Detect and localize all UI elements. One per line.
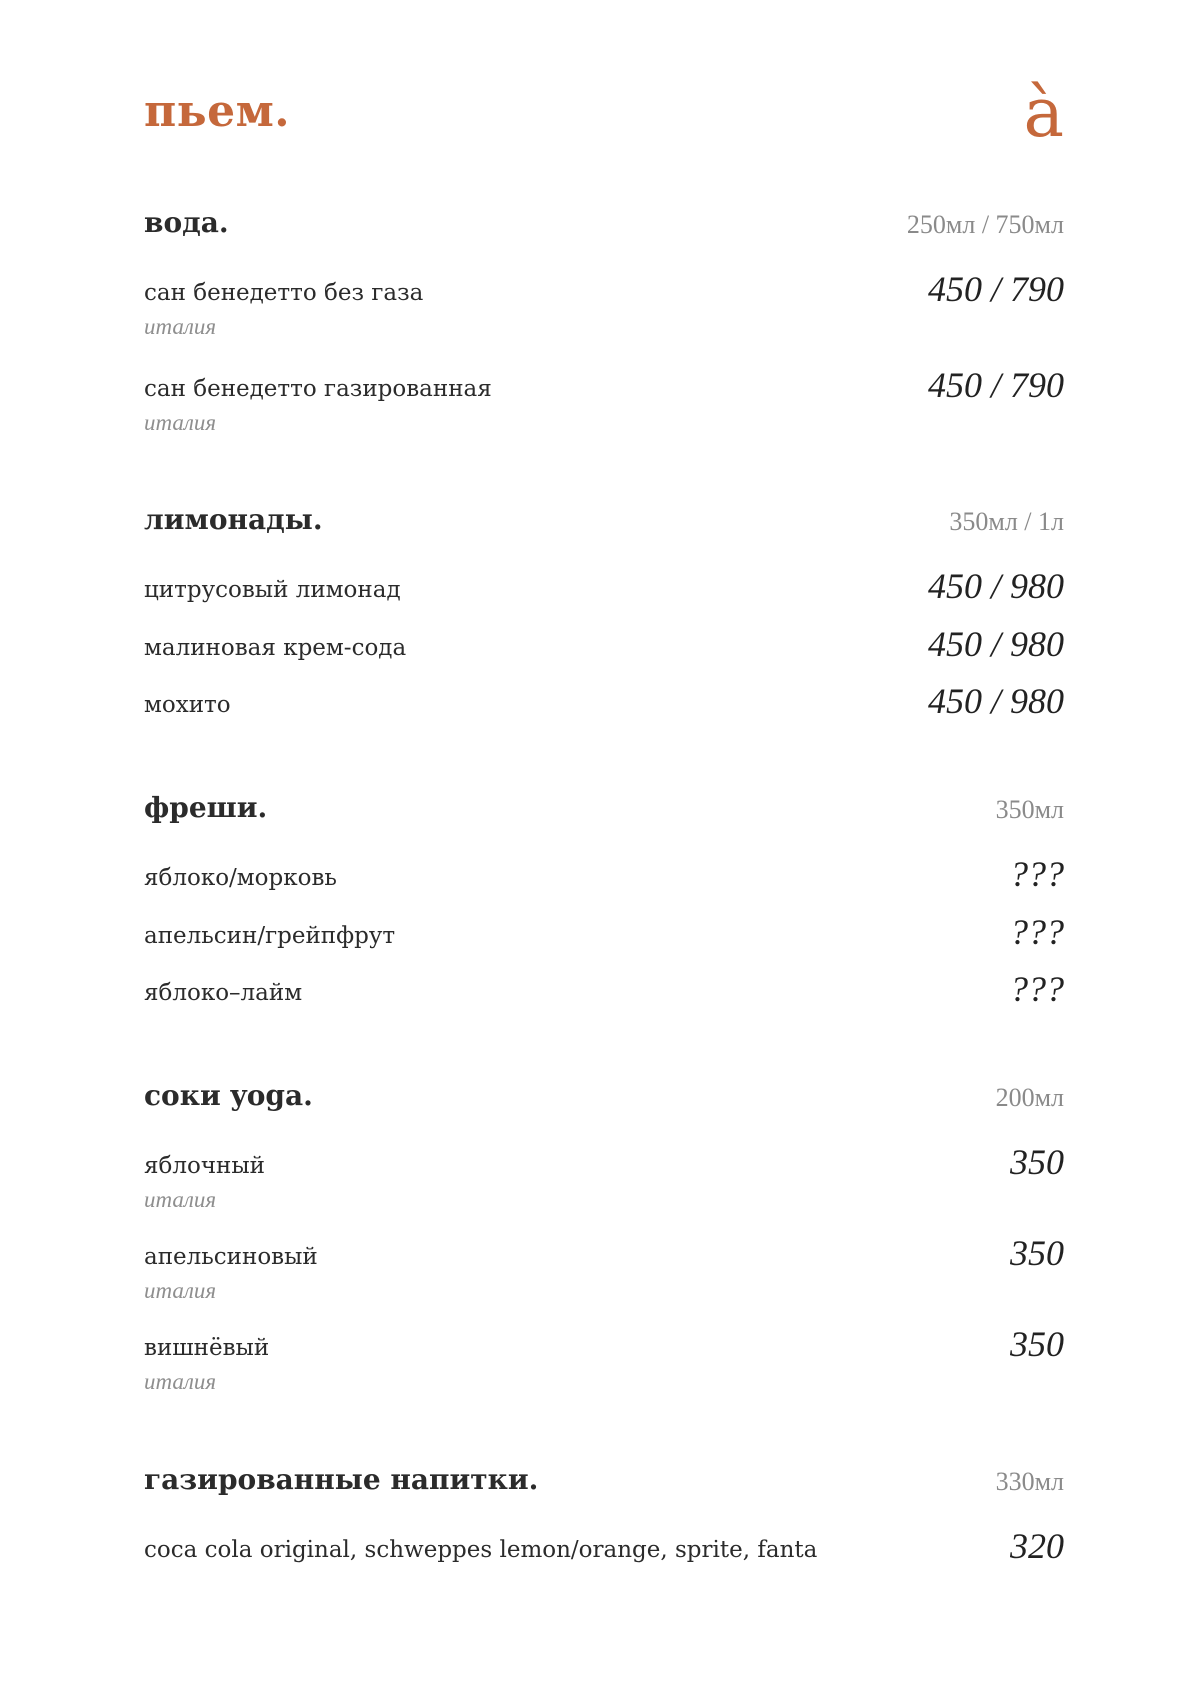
section-header xyxy=(144,206,1064,246)
section-header xyxy=(144,503,1064,543)
item-price: 450 / 980 xyxy=(927,624,1064,664)
item-price: 350 xyxy=(1010,1324,1064,1364)
section-volume: 330мл xyxy=(995,1467,1064,1496)
section-water xyxy=(144,206,1064,435)
item-price: ??? xyxy=(1010,969,1064,1009)
menu-header xyxy=(144,74,1064,170)
item-origin: италия xyxy=(144,1278,217,1303)
section-title: вода. xyxy=(144,206,229,239)
item-origin: италия xyxy=(144,1187,217,1212)
section-volume: 250мл / 750мл xyxy=(906,210,1064,239)
item-name: вишнёвый xyxy=(144,1335,270,1361)
item-name: яблоко/морковь xyxy=(144,865,337,891)
item-price: 350 xyxy=(1010,1233,1064,1273)
item-price: 350 xyxy=(1010,1142,1064,1182)
brand-logo: à xyxy=(1023,74,1064,153)
item-price: 450 / 980 xyxy=(927,566,1064,606)
item-price: 320 xyxy=(1010,1526,1064,1566)
section-title: газированные напитки. xyxy=(144,1463,539,1496)
item-name: coca cola original, schweppes lemon/orange, sprite, fanta xyxy=(144,1537,818,1563)
item-name: цитрусовый лимонад xyxy=(144,577,401,603)
item-price: 450 / 790 xyxy=(927,269,1064,309)
item-name: апельсиновый xyxy=(144,1244,318,1270)
section-lemonades xyxy=(144,503,1064,721)
item-name: яблочный xyxy=(144,1153,265,1179)
item-name: яблоко–лайм xyxy=(144,980,303,1006)
item-price: 450 / 790 xyxy=(927,365,1064,405)
item-name: малиновая крем-сода xyxy=(144,635,407,661)
item-name: сан бенедетто газированная xyxy=(144,376,492,402)
section-fresh xyxy=(144,791,1064,1009)
section-header xyxy=(144,1079,1064,1119)
section-header xyxy=(144,1463,1064,1503)
section-sodas xyxy=(144,1463,1064,1566)
section-volume: 350мл / 1л xyxy=(949,507,1064,536)
section-volume: 200мл xyxy=(995,1083,1064,1112)
item-name: апельсин/грейпфрут xyxy=(144,923,396,949)
section-yoga-juices xyxy=(144,1079,1064,1394)
item-price: ??? xyxy=(1010,912,1064,952)
section-title: соки yoga. xyxy=(144,1079,313,1112)
section-header xyxy=(144,791,1064,831)
item-price: ??? xyxy=(1010,854,1064,894)
page-title: пьем. xyxy=(144,86,291,137)
item-origin: италия xyxy=(144,1369,217,1394)
section-title: фреши. xyxy=(144,791,268,824)
item-name: сан бенедетто без газа xyxy=(144,280,424,306)
item-origin: италия xyxy=(144,410,217,435)
section-volume: 350мл xyxy=(995,795,1064,824)
item-price: 450 / 980 xyxy=(927,681,1064,721)
menu-page xyxy=(144,0,1064,1696)
item-origin: италия xyxy=(144,314,217,339)
item-name: мохито xyxy=(144,692,231,718)
section-title: лимонады. xyxy=(144,503,323,536)
